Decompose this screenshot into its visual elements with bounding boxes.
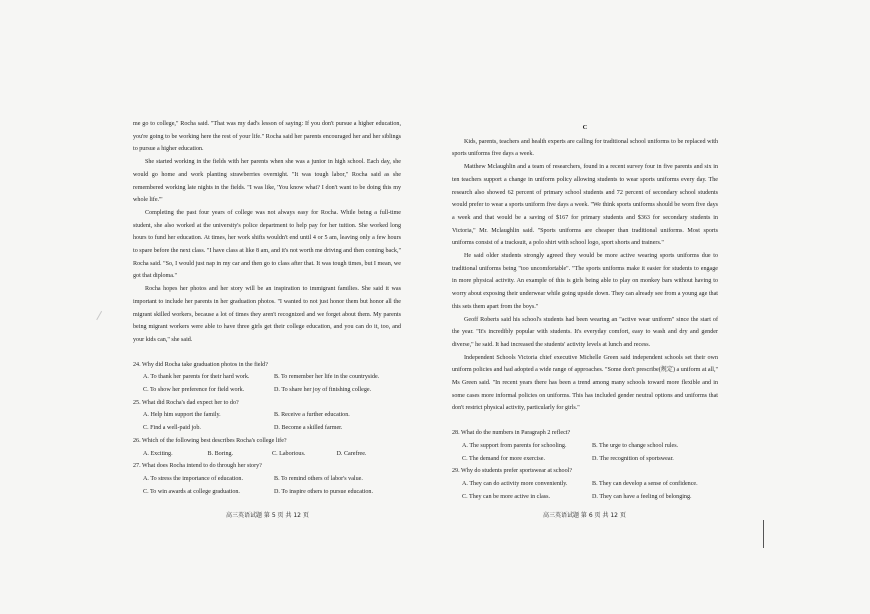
question-stem: 28. What do the numbers in Paragraph 2 reflect? xyxy=(452,430,571,437)
option-c: C. Find a well-paid job. xyxy=(143,425,201,432)
option-d: D. Become a skilled farmer. xyxy=(274,425,343,432)
paragraph: Completing the past four years of college was not always easy for Rocha. While being a full-time student, she also worked at the university's police department to help pay for her tuition. She worked long hours to fund her education. At times, her work shifts wouldn't end until 4 or 5 am, leaving only a few hours to spare before the next class. "I have class at like 8 am, and it's not worth me driving and then coming back," Rocha said. "So, I would just nap in my car and then go to class after that. It was tough times, but I mean, we got that diploma." xyxy=(133,209,401,280)
paragraph: Independent Schools Victoria chief executive Michelle Green said independent schools set their own uniform policies and had adopted a wide range of approaches. "Some don't prescribe(规定) a uniform at all," Ms Green said. "In recent years there has been a trend among many schools toward more flexible and in some cases more informal policies on uniforms. This has included gender neutral options and uniforms that don't restrict physical activity, particularly for girls." xyxy=(452,354,718,412)
option-a: A. To stress the importance of education. xyxy=(143,475,243,482)
paragraph: me go to college," Rocha said. "That was my dad's lesson of saying: If you don't pursue a higher education, you're going to be working here the rest of your life." Rocha said her parents encouraged her and her siblings to pursue a higher education. xyxy=(133,121,401,153)
option-a: A. They can do activity more conveniently. xyxy=(462,480,568,487)
option-c: C. To win awards at college graduation. xyxy=(143,488,240,495)
scan-edge-line xyxy=(763,520,764,548)
option-b: B. To remember her life in the countryside. xyxy=(274,374,380,381)
option-c: C. To show her preference for field work. xyxy=(143,387,245,394)
option-b: B. The urge to change school rules. xyxy=(592,442,679,449)
option-a: A. To thank her parents for their hard work. xyxy=(143,374,250,381)
pencil-mark xyxy=(96,311,111,325)
option-c: C. Laborious. xyxy=(272,450,306,457)
section-heading: C xyxy=(582,124,588,131)
question-stem: 29. Why do students prefer sportswear at school? xyxy=(452,468,573,475)
page-footer: 高三英语试题 第 6 页 共 12 页 xyxy=(543,512,626,519)
page-6 xyxy=(452,122,718,503)
option-d: D. To inspire others to pursue education. xyxy=(274,488,373,495)
paragraph: Geoff Roberts said his school's students had been wearing an "active wear uniform" since the start of the year. "It's incredibly popular with students. It's everyday comfort, easy to wash and dry and gender diverse," he said. It had increased the students' activity levels at lunch and recess. xyxy=(452,316,718,348)
option-d: D. The recognition of sportswear. xyxy=(592,455,674,462)
question-24 xyxy=(133,359,401,397)
paragraph: He said older students strongly agreed they would be more active wearing sports uniforms due to traditional uniforms being "too uncomfortable". "The sports uniforms make it easier for students to engage in more physical activity. An example of this is girls being able to play on monkey bars without having to worry about exposing their underwear while going upside down. They can already see from a young age that this sets them apart from the boys." xyxy=(452,253,718,310)
option-a: A. Exciting. xyxy=(143,450,173,457)
page-footer: 高三英语试题 第 5 页 共 12 页 xyxy=(226,512,309,519)
paragraph: Matthew Mclaughlin and a team of researchers, found in a recent survey four in five parents and six in ten teachers support a change in uniform policy allowing students to wear sports uniforms every day. The research also showed 62 percent of primary school students and 72 percent of secondary school students would prefer to wear a sports uniform five days a week. "We think sports uniforms should be worn five days a week and that would be a saving of $167 for primary students and $363 for secondary students in Victoria," Mr. Mclaughlin said. "Sports uniforms are cheaper than traditional uniforms. Most sports uniforms consist of a tracksuit, a polo shirt with school logo, sport shorts and trainers." xyxy=(452,164,718,247)
paragraph: Kids, parents, teachers and health experts are calling for traditional school uniforms to be replaced with sports uniforms five days a week. xyxy=(452,138,718,158)
option-a: A. The support from parents for schooling. xyxy=(462,442,567,449)
question-stem: 25. What did Rocha's dad expect her to do? xyxy=(133,399,239,406)
question-stem: 27. What does Rocha intend to do through her story? xyxy=(133,463,262,470)
option-c: C. The demand for more exercise. xyxy=(462,455,545,462)
option-b: B. To remind others of labor's value. xyxy=(274,475,363,482)
question-28 xyxy=(452,427,718,465)
page-5 xyxy=(133,118,401,498)
question-25 xyxy=(133,397,401,435)
question-29 xyxy=(452,465,718,503)
option-d: D. To share her joy of finishing college. xyxy=(274,387,372,394)
option-d: D. Carefree. xyxy=(336,450,367,457)
paragraph: Rocha hopes her photos and her story will be an inspiration to immigrant families. She said it was important to include her parents in her graduation photos. "I wanted to not just honor them but honor all the migrant skilled workers, because a lot of times they aren't recognized and we forget about them. My parents being migrant workers were able to have three girls get their college education, and you can do it, too, and your kids can," she said. xyxy=(133,286,401,343)
option-b: B. Boring. xyxy=(207,450,234,457)
option-c: C. They can be more active in class. xyxy=(462,493,551,500)
paragraph: She started working in the fields with her parents when she was a junior in high school. Each day, she would go home and work planting strawberries overnight. "It was tough labor," Rocha said as she remembered working late nights in the fields. "I was like, 'You know what? I don't want to be doing this my whole life.'" xyxy=(133,159,401,204)
option-b: B. They can develop a sense of confidence. xyxy=(592,480,698,487)
question-stem: 24. Why did Rocha take graduation photos in the field? xyxy=(133,361,268,368)
question-stem: 26. Which of the following best describes Rocha's college life? xyxy=(133,437,287,444)
question-27 xyxy=(133,460,401,498)
option-d: D. They can have a feeling of belonging. xyxy=(592,493,692,500)
question-26 xyxy=(133,435,401,460)
option-a: A. Help him support the family. xyxy=(143,412,221,419)
option-b: B. Receive a further education. xyxy=(274,412,350,419)
